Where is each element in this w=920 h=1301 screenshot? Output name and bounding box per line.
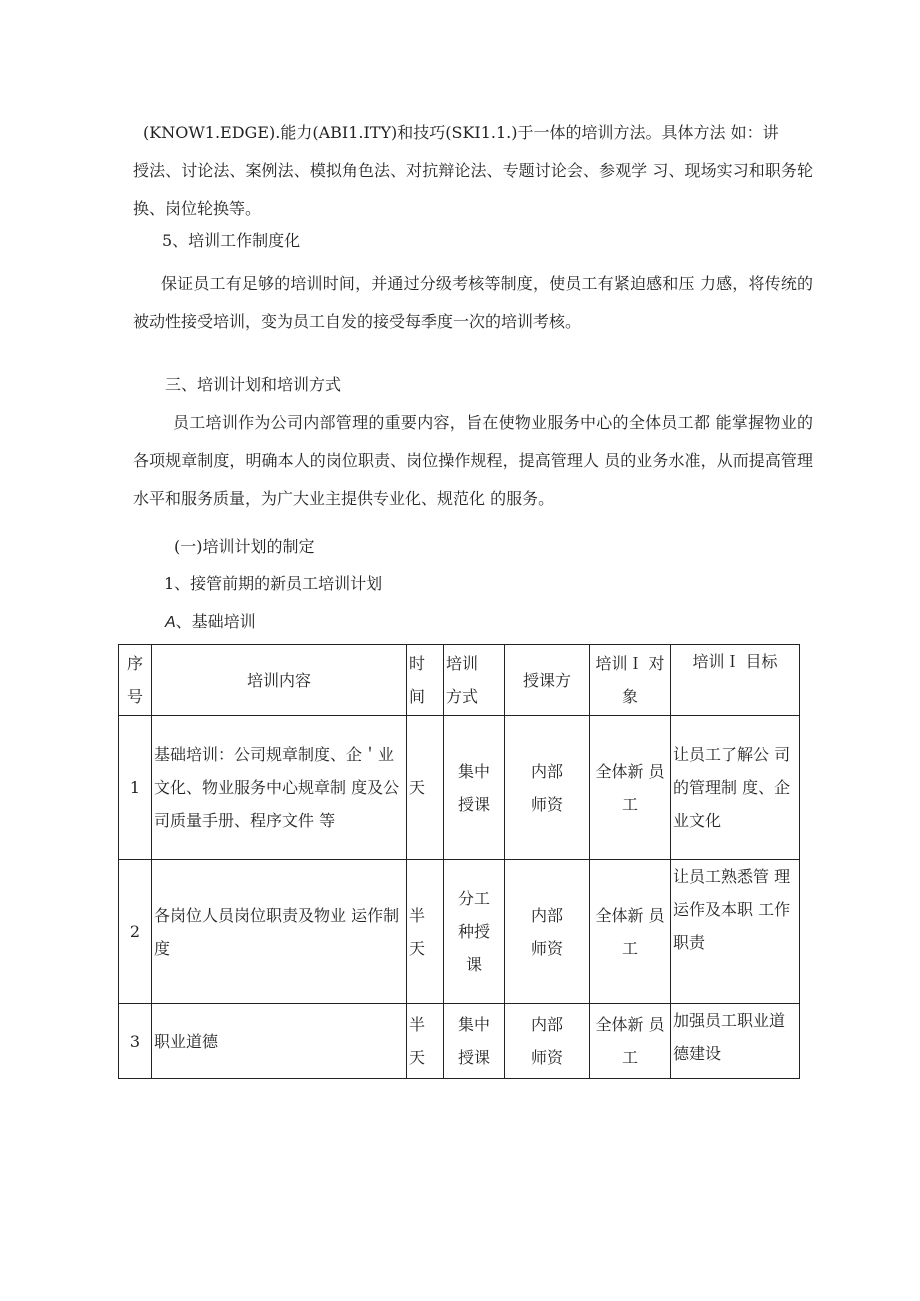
cell-goal: 加强员工职业道德建设 [671,1004,800,1079]
cell-teacher: 内部 师资 [505,860,590,1004]
cell-time: 半 天 [407,860,444,1004]
cell-seq: 3 [119,1004,152,1079]
section-heading-3: 三、培训计划和培训方式 [165,375,342,394]
subheading-new-staff-plan: 1、接管前期的新员工培训计划 [164,574,383,593]
cell-content: 职业道德 [152,1004,407,1079]
paragraph-institutionalization: 保证员工有足够的培训时间，并通过分级考核等制度，使员工有紧迫感和压 力感，将传统的被动性接受培训，变为员工自发的接受每季度一次的培训考核。 [133,274,813,331]
paragraph-text: 授法、讨论法、案例法、模拟角色法、对抗辩论法、专题讨论会、参观学 习、现场实习和职务轮换、岗位轮换等。 [133,161,813,218]
cell-goal: 让员工熟悉管 理运作及本职 工作职责 [671,860,800,1004]
header-mode: 培训 方式 [444,645,505,716]
header-seq: 序 号 [119,645,152,716]
subheading-letter: A [165,614,176,631]
cell-target: 全体新 员 工 [590,860,671,1004]
subheading-basic-training [165,607,256,638]
training-table [118,644,800,1079]
header-content: 培训内容 [152,645,407,716]
paragraph-training-purpose: 员工培训作为公司内部管理的重要内容，旨在使物业服务中心的全体员工都 能掌握物业的各项规章制度，明确本人的岗位职责、岗位操作规程，提高管理人 员的业务水准，从而提高管理水平和服务质量，为广大业主提供专业化、规范化 的服务。 [133,413,813,508]
table-row [119,860,800,1004]
cell-seq: 2 [119,860,152,1004]
paragraph-line: (KNOW1.EDGE).能力(ABI1.ITY)和技巧(SKI1.1.)于一体的培训方法。具体方法 如：讲 [143,123,779,142]
cell-target: 全体新 员 工 [590,716,671,860]
cell-time: 半 天 [407,1004,444,1079]
cell-content: 基础培训：公司规章制度、企＇业文化、物业服务中心规章制 度及公司质量手册、程序文件 等 [152,716,407,860]
header-teacher: 授课方 [505,645,590,716]
table-row [119,716,800,860]
table-row [119,1004,800,1079]
cell-teacher: 内部 师资 [505,1004,590,1079]
header-goal: 培训Ｉ 目标 [671,645,800,716]
subheading-text: 、基础培训 [175,612,256,631]
cell-mode: 分工 种授 课 [444,860,505,1004]
cell-seq: 1 [119,716,152,860]
cell-mode: 集中 授课 [444,1004,505,1079]
header-time: 时 间 [407,645,444,716]
cell-time: 天 [407,716,444,860]
paragraph-training-methods [133,114,813,228]
header-target: 培训Ｉ 对 象 [590,645,671,716]
table-header-row [119,645,800,716]
subheading-plan: (一)培训计划的制定 [174,537,315,556]
cell-goal: 让员工了解公 司的管理制 度、企业文化 [671,716,800,860]
cell-target: 全体新 员 工 [590,1004,671,1079]
cell-content: 各岗位人员岗位职责及物业 运作制度 [152,860,407,1004]
section-heading-5: 5、培训工作制度化 [162,231,301,250]
cell-mode: 集中 授课 [444,716,505,860]
cell-teacher: 内部 师资 [505,716,590,860]
